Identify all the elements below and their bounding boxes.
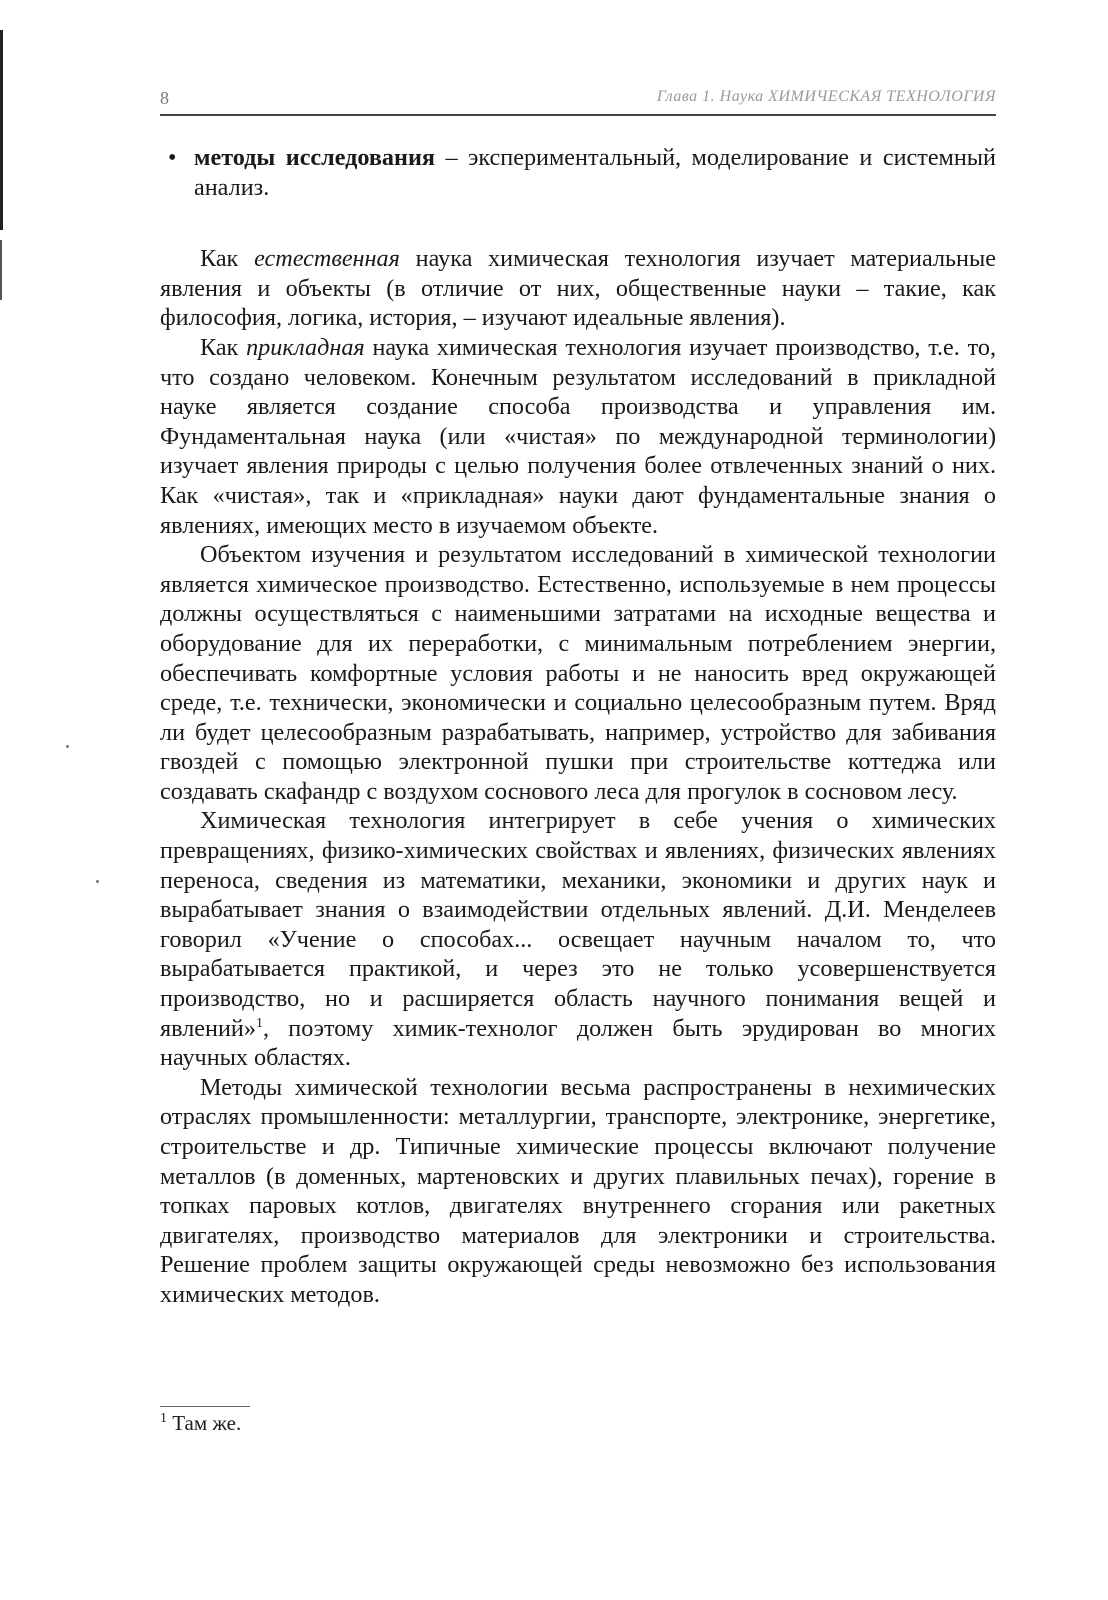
footnote-reference: 1 [255,1015,263,1031]
paragraph-natural-science [160,244,996,333]
paragraph-applied-science [160,333,996,540]
paragraph-text: , поэтому химик-технолог должен быть эрудирован во многих научных областях. [160,1014,996,1072]
paragraph-text: наука химическая технология изучает материальные явления и объекты (в отличие от них, общественные науки – такие, как философия, логика, история, – изучают идеальные явления). [160,245,996,332]
paragraph-text: Как [200,333,247,361]
bullet-text: – экспериментальный, моделирование и системный анализ. [194,144,996,201]
scan-speck [96,880,99,883]
footnote-separator [160,1406,250,1407]
page-number: 8 [160,88,169,108]
body-text [160,143,996,1310]
paragraph-integration [160,806,996,1072]
footnote-text: Там же. [167,1411,242,1435]
bullet-term: методы исследования [194,144,435,171]
paragraph-text: Как [200,245,255,273]
scan-speck [66,745,69,748]
bullet-icon: • [168,144,177,171]
paragraph-object-of-study: Объектом изучения и результатом исследований в химической технологии является химическое производство. Естественно, используемые в нем процессы должны осуществляться с наименьшими затратами на исходные вещества и оборудование для их переработки, с минимальным потреблением энергии, обеспечивать комфортные условия работы и не наносить вред окружающей среде, т.е. технически, экономически и социально целесообразным путем. Вряд ли будет целесообразным разрабатывать, например, устройство для забивания гвоздей с помощью электронной пушки при строительстве коттеджа или создавать скафандр с воздухом соснового леса для прогулок в сосновом лесу. [160,541,996,805]
paragraph-text: Химическая технология интегрирует в себе учения о химических превращениях, физико-химических свойствах и явлениях, физических явлениях переноса, сведения из математики, механики, экономики и других наук и вырабатывает знания о взаимодействии отдельных явлений. Д.И. Менделеев говорил «Учение о способах... освещает научным началом то, что вырабатывается практикой, и через это не только усовершенствуется производство, но и расширяется область научного понимания вещей и явлений» [160,807,996,1042]
scan-edge-mark [0,30,3,230]
emphasis-applied: прикладная [246,333,365,361]
scan-edge-mark [0,240,2,300]
footnote-marker: 1 [160,1411,167,1426]
running-header [160,88,996,112]
running-title: Глава 1. Наука ХИМИЧЕСКАЯ ТЕХНОЛОГИЯ [656,88,996,105]
header-rule [160,114,996,116]
footnote [160,1410,241,1436]
emphasis-natural: естественная [254,245,400,273]
paragraph-text: наука химическая технология изучает производство, т.е. то, что создано человеком. Конечным результатом исследований в прикладной науке является создание способа производства и управления им. Фундаментальная наука (или «чистая» по международной терминологии) изучает явления природы с целью получения более отвлеченных знаний о них. Как «чистая», так и «прикладная» науки дают фундаментальные знания о явлениях, имеющих место в изучаемом объекте. [160,333,996,539]
paragraph-methods: Методы химической технологии весьма распространены в нехимических отраслях промышленности: металлургии, транспорте, электронике, энергетике, строительстве и др. Типичные химические процессы включают получение металлов (в доменных, мартеновских и других плавильных печах), горение в топках паровых котлов, двигателях внутреннего сгорания или ракетных двигателях, производство материалов для электроники и строительства. Решение проблем защиты окружающей среды невозможно без использования химических методов. [160,1073,996,1308]
bullet-item [160,143,996,202]
